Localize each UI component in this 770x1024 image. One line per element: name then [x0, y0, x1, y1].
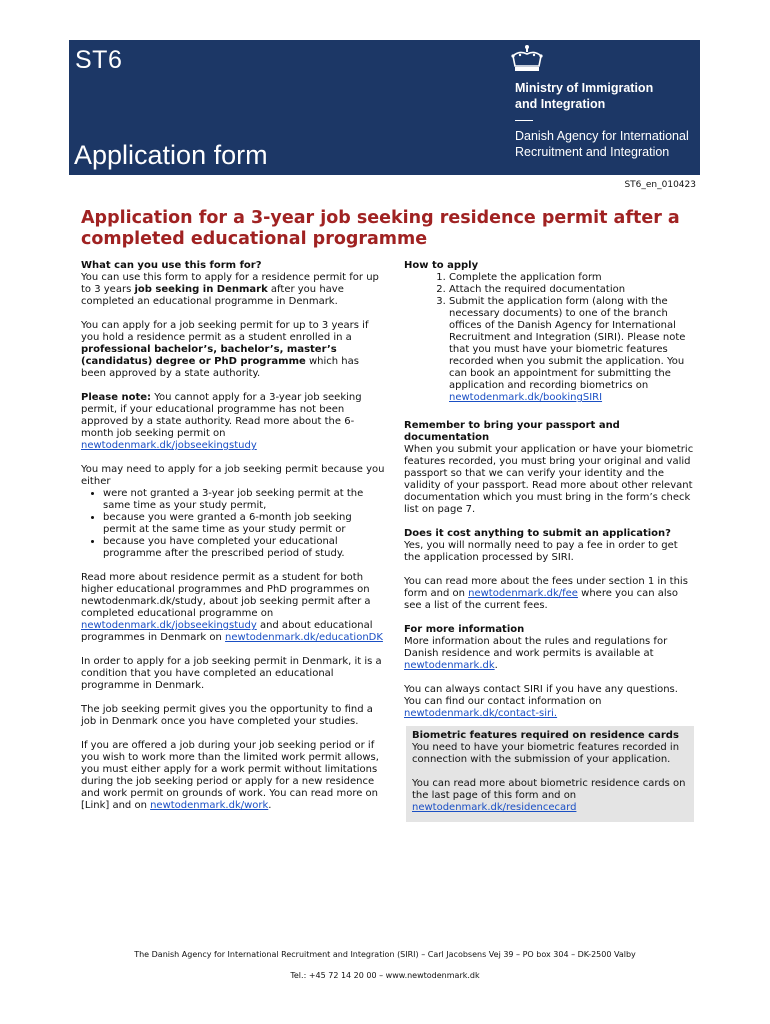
biometric-info-box	[406, 726, 694, 822]
condition-paragraph: In order to apply for a job seeking permit in Denmark, it is a condition that you have completed an educational programme in Denmark.	[81, 656, 382, 691]
reasons-list	[81, 488, 386, 560]
residencecard-link[interactable]: newtodenmark.dk/residencecard	[412, 802, 577, 813]
header-divider	[515, 120, 533, 121]
left-column	[81, 260, 386, 824]
newtodenmark-link[interactable]: newtodenmark.dk	[404, 660, 495, 671]
page-title: Application for a 3-year job seeking residence permit after a completed educational programme	[81, 208, 680, 249]
passport-heading: Remember to bring your passport and documentation	[404, 420, 620, 443]
info-heading: For more information	[404, 624, 525, 635]
crown-logo-icon	[509, 44, 545, 74]
list-item: • were not granted a 3-year job seeking permit at the same time as your study permit,	[103, 488, 386, 512]
contact-siri-link[interactable]: newtodenmark.dk/contact-siri.	[404, 708, 558, 719]
list-item: • because you were granted a 6-month job seeking permit at the same time as your study permit or	[103, 512, 386, 536]
form-code: ST6	[75, 46, 123, 74]
fee-link[interactable]: newtodenmark.dk/fee	[468, 588, 578, 599]
fees-paragraph: You can read more about the fees under section 1 in this form and on newtodenmark.dk/fee where you can also see a list of the current fees.	[404, 576, 688, 611]
jobseekingstudy-link[interactable]: newtodenmark.dk/jobseekingstudy	[81, 620, 257, 631]
right-column	[404, 260, 694, 822]
opportunity-paragraph: The job seeking permit gives you the opportunity to find a job in Denmark once you have completed your studies.	[81, 704, 373, 727]
form-label: Application form	[74, 140, 268, 170]
work-link[interactable]: newtodenmark.dk/work	[150, 800, 269, 811]
footer-contact: Tel.: +45 72 14 20 00 – www.newtodenmark.dk	[290, 971, 480, 980]
usage-section: What can you use this form for? You can use this form to apply for a residence permit for up to 3 years job seeking in Denmark after you have completed an educational programme in Denmark.	[81, 260, 386, 308]
list-item: 1. Complete the application form	[449, 272, 694, 284]
read-more-paragraph: Read more about residence permit as a student for both higher educational programmes and PhD programmes on newtodenmark.dk/study, about job seeking permit after a completed educational programme on newtodenmark.dk/jobseekingstudy and about educational programmes in Denmark on newtodenmark.dk/educationDK	[81, 572, 383, 643]
contact-paragraph: You can always contact SIRI if you have any questions. You can find our contact information on newtodenmark.dk/contact-siri.	[404, 684, 678, 719]
booking-link[interactable]: newtodenmark.dk/bookingSIRI	[449, 392, 603, 403]
how-to-apply-heading: How to apply	[404, 260, 479, 271]
passport-section: Remember to bring your passport and documentation When you submit your application or have your biometric features recorded, you must bring your original and valid passport so that we can verify your identity and the validity of your passport. Read more about other relevant documentation which you must bring in the form’s check list on page 7.	[404, 420, 694, 515]
usage-heading: What can you use this form for?	[81, 260, 262, 271]
eligibility-paragraph: You can apply for a job seeking permit for up to 3 years if you hold a residence permit as a student enrolled in a professional bachelor’s, bachelor’s, master’s (candidatus) degree or PhD programme which has been approved by a state authority.	[81, 320, 369, 379]
list-item: • because you have completed your educational programme after the prescribed period of study.	[103, 536, 386, 560]
footer-address: The Danish Agency for International Recruitment and Integration (SIRI) – Carl Jacobsens Vej 39 – PO box 304 – DK-2500 Valby	[134, 950, 636, 959]
biometric-read-more: You can read more about biometric residence cards on the last page of this form and on newtodenmark.dk/residencecard	[412, 778, 686, 813]
list-item: 3. Submit the application form (along with the necessary documents) to one of the branch offices of the Danish Agency for International Recruitment and Integration (SIRI). Please note that you must have your biometric features recorded when you submit the application. You can book an appointment for submitting the application and recording biometrics on newtodenmark.dk/bookingSIRI	[449, 296, 694, 404]
educationdk-link[interactable]: newtodenmark.dk/educationDK	[225, 632, 383, 643]
biometric-heading: Biometric features required on residence cards	[412, 730, 679, 741]
cost-section: Does it cost anything to submit an application? Yes, you will normally need to pay a fee in order to get the application processed by SIRI.	[404, 528, 694, 564]
agency-name: Danish Agency for International Recruitment and Integration	[515, 129, 689, 159]
biometric-text: You need to have your biometric features recorded in connection with the submission of your application.	[412, 742, 680, 765]
header-banner	[69, 40, 700, 175]
apply-steps	[404, 272, 694, 404]
note-paragraph: Please note: You cannot apply for a 3-year job seeking permit, if your educational programme has not been approved by a state authority. Read more about the 6-month job seeking permit on newtodenmark.dk/jobseekingstudy	[81, 392, 362, 451]
document-reference: ST6_en_010423	[624, 180, 696, 190]
cost-heading: Does it cost anything to submit an application?	[404, 528, 671, 539]
info-section: For more information More information about the rules and regulations for Danish residence and work permits is available at newtodenmark.dk.	[404, 624, 694, 672]
reasons-intro: You may need to apply for a job seeking permit because you either	[81, 464, 385, 487]
ministry-name: Ministry of Immigration and Integration	[515, 81, 654, 111]
list-item: 2. Attach the required documentation	[449, 284, 694, 296]
jobseekingstudy-link[interactable]: newtodenmark.dk/jobseekingstudy	[81, 440, 257, 451]
job-offer-paragraph: If you are offered a job during your job seeking period or if you wish to work more than the limited work permit allows, you must either apply for a work permit without limitations during the job seeking period or apply for a new residence and work permit on grounds of work. You can read more on [Link] and on newtodenmark.dk/work.	[81, 740, 379, 811]
